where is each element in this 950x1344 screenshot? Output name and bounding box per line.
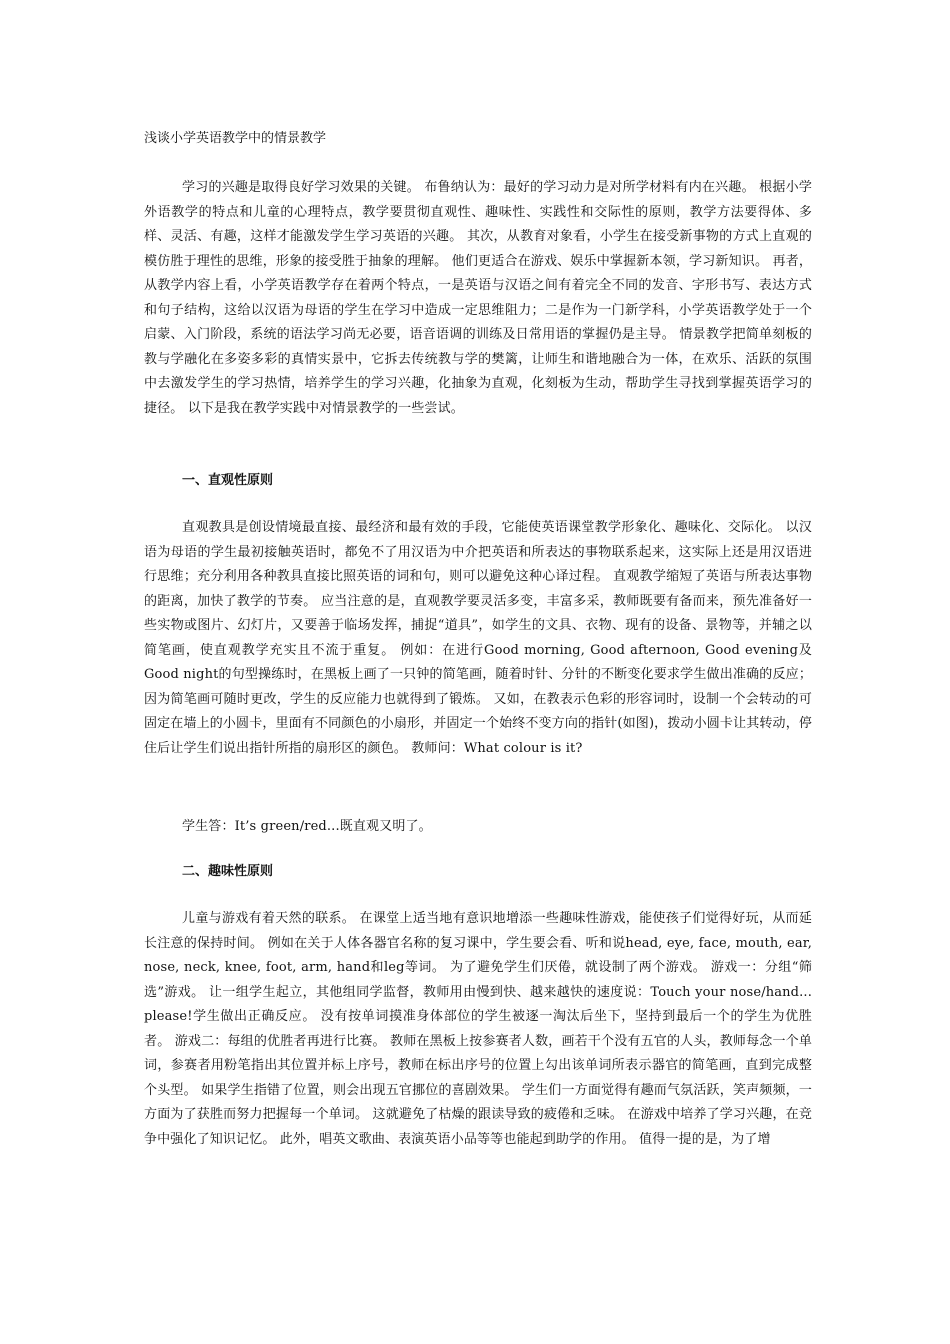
paragraph-interest: 儿童与游戏有着天然的联系。 在课堂上适当地有意识地增添一些趣味性游戏，能使孩子们觉得好玩，从而延长注意的保持时间。 例如在关于人体各器官名称的复习课中，学生要会看、听和说head, eye, face, mouth, ear, nose, neck, knee, foot, arm, hand和leg等词。 为了避免学生们厌倦，就设制了两个游戏。 游戏一：分组“筛选”游戏。 让一组学生起立，其他组同学监督，教师用由慢到快、越来越快的速度说：Touch your nose/hand... please!学生做出正确反应。 没有按单词摸准身体部位的学生被逐一淘汰后坐下，坚持到最后一个的学生为优胜者。 游戏二：每组的优胜者再进行比赛。 教师在黑板上按参赛者人数，画若干个没有五官的人头，教师每念一个单词，参赛者用粉笔指出其位置并标上序号，教师在标出序号的位置上勾出该单词所表示器官的简笔画，直到完成整个头型。 如果学生指错了位置，则会出现五官挪位的喜剧效果。 学生们一方面觉得有趣而气氛活跃，笑声频频，一方面为了获胜而努力把握每一个单词。 这就避免了枯燥的跟读导致的疲倦和乏味。 在游戏中培养了学习兴趣，在竞争中强化了知识记忆。 此外，唱英文歌曲、表演英语小品等等也能起到助学的作用。 值得一提的是，为了增 <box>144 911 812 1147</box>
paragraph-intuitive: 直观教具是创设情境最直接、最经济和最有效的手段，它能使英语课堂教学形象化、趣味化、交际化。 以汉语为母语的学生最初接触英语时，都免不了用汉语为中介把英语和所表达的事物联系起来，这实际上还是用汉语进行思维；充分利用各种教具直接比照英语的词和句，则可以避免这种心译过程。 直观教学缩短了英语与所表达事物的距离，加快了教学的节奏。 应当注意的是，直观教学要灵活多变，丰富多采，教师既要有备而来，预先准备好一些实物或图片、幻灯片，又要善于临场发挥，捕捉“道具”，如学生的文具、衣物、现有的设备、景物等，并辅之以简笔画，使直观教学充实且不流于重复。 例如：在进行Good morning, Good afternoon, Good evening及Good night的句型操练时，在黑板上画了一只钟的简笔画，随着时针、分针的不断变化要求学生做出准确的反应； 因为简笔画可随时更改，学生的反应能力也就得到了锻炼。 又如，在教表示色彩的形容词时，设制一个会转动的可固定在墙上的小圆卡，里面有不同颜色的小扇形，并固定一个始终不变方向的指针(如图)，拨动小圆卡让其转动，停住后让学生们说出指针所指的扇形区的颜色。 教师问：What colour is it? <box>144 520 812 756</box>
paragraph-student-answer: 学生答：It’s green/red...既直观又明了。 <box>182 819 432 834</box>
paragraph-intro: 学习的兴趣是取得良好学习效果的关键。 布鲁纳认为：最好的学习动力是对所学材料有内在兴趣。 根据小学外语教学的特点和儿童的心理特点，教学要贯彻直观性、趣味性、实践性和交际性的原则，教学方法要得体、多样、灵活、有趣，这样才能激发学生学习英语的兴趣。 其次，从教育对象看，小学生在接受新事物的方式上直观的模仿胜于理性的思维，形象的接受胜于抽象的理解。 他们更适合在游戏、娱乐中掌握新本领，学习新知识。 再者，从教学内容上看，小学英语教学存在着两个特点，一是英语与汉语之间有着完全不同的发音、字形书写、表达方式和句子结构，这给以汉语为母语的学生在学习中造成一定思维阻力；二是作为一门新学科，小学英语教学处于一个启蒙、入门阶段，系统的语法学习尚无必要，语音语调的训练及日常用语的掌握仍是主导。 情景教学把简单刻板的教与学融化在多姿多彩的真情实景中，它拆去传统教与学的樊篱，让师生和谐地融合为一体，在欢乐、活跃的氛围中去激发学生的学习热情，培养学生的学习兴趣，化抽象为直观，化刻板为生动，帮助学生寻找到掌握英语学习的捷径。 以下是我在教学实践中对情景教学的一些尝试。 <box>144 180 812 416</box>
section-heading-interest: 二、趣味性原则 <box>182 864 274 879</box>
document-title: 浅谈小学英语教学中的情景教学 <box>144 131 327 146</box>
section-heading-intuitive: 一、直观性原则 <box>182 473 274 488</box>
